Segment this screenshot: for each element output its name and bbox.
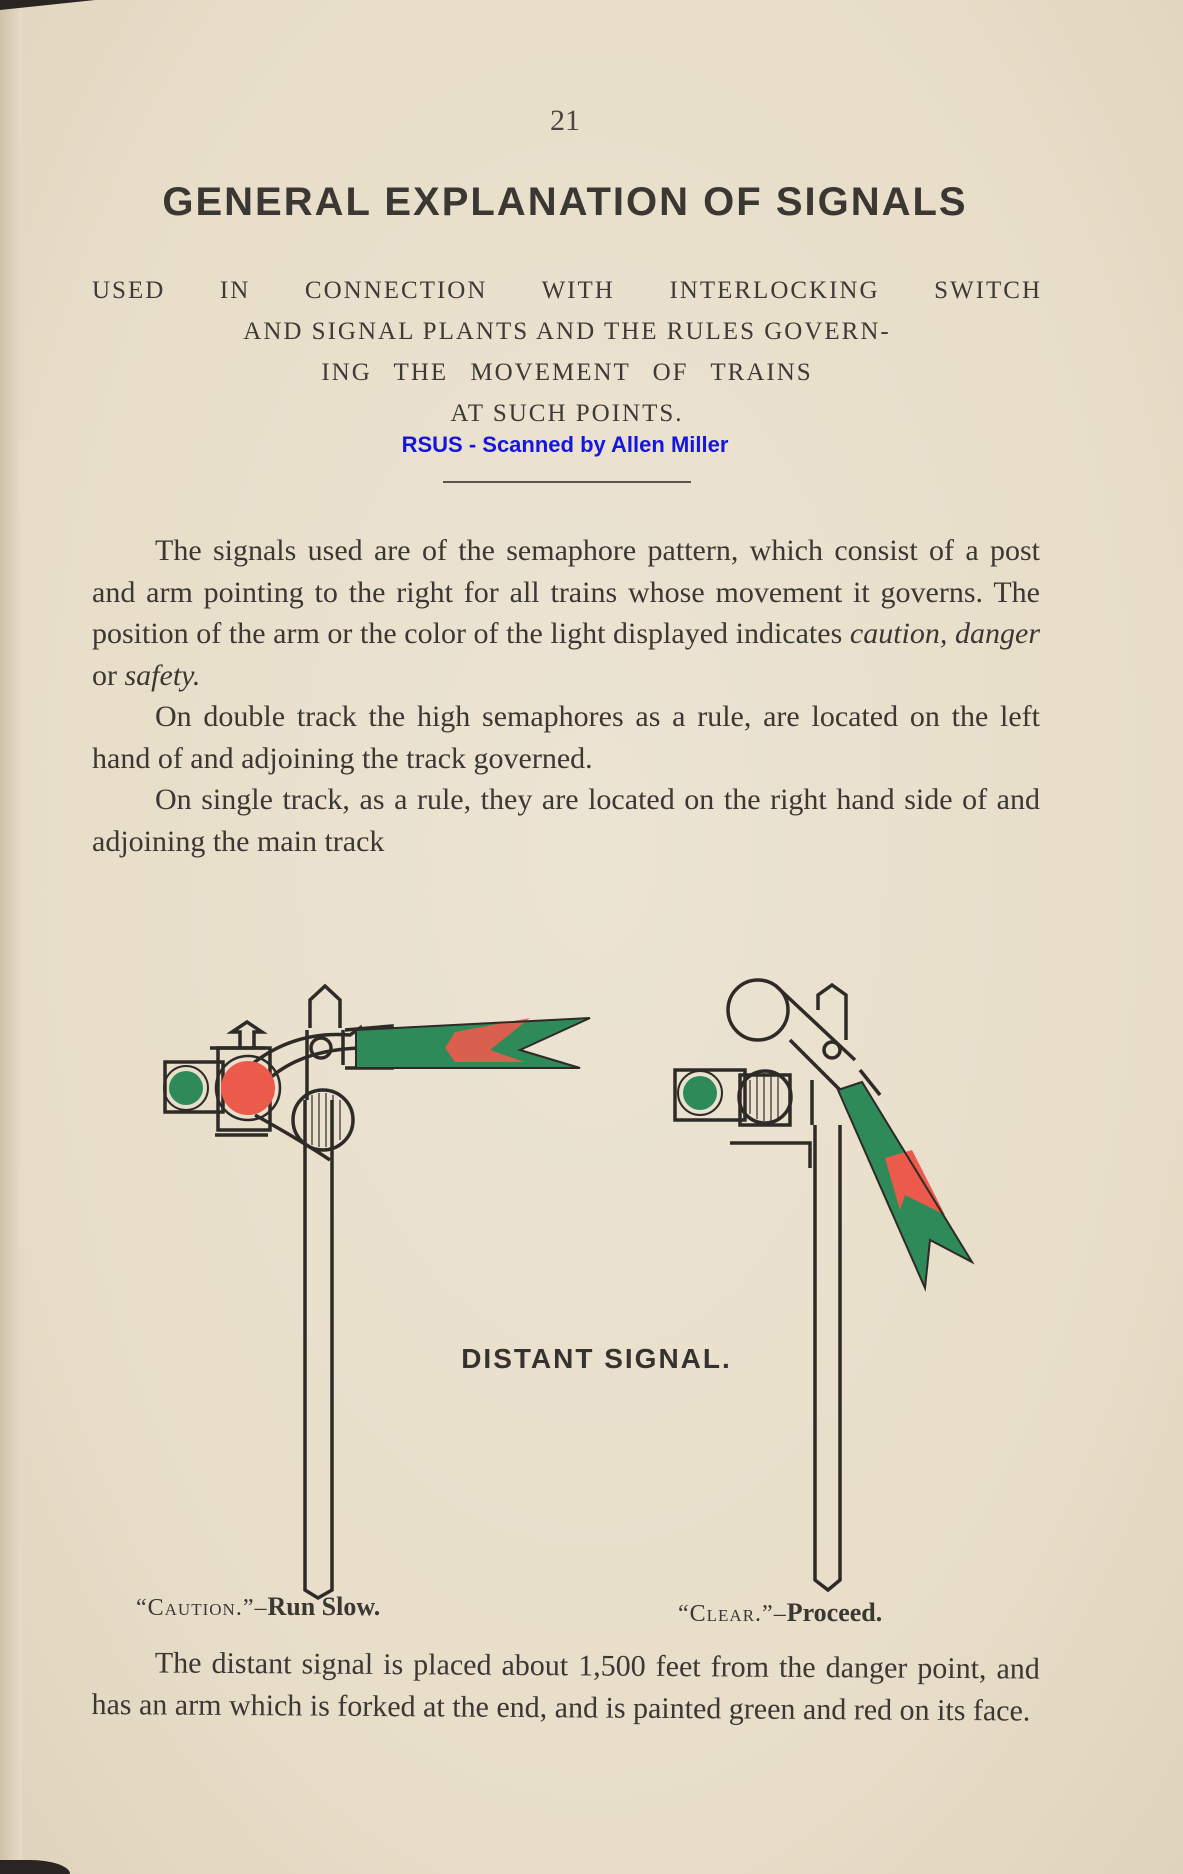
body-text-upper	[92, 530, 1040, 862]
paragraph-text: The signals used are of the semaphore pattern, which consist of a post and arm pointing to the right for all trains whose movement it governs. The position of the arm or the color of the light displayed indicates	[92, 534, 1040, 650]
body-text-lower	[91, 1642, 1040, 1732]
paragraph: On double track the high semaphores as a rule, are located on the left hand of and adjoining the track governed.	[92, 700, 1040, 775]
caption-clear	[678, 1598, 882, 1628]
green-light-icon	[169, 1071, 203, 1105]
emphasis-caution: caution,	[849, 617, 948, 650]
subtitle-line: AT SUCH POINTS.	[450, 400, 684, 427]
book-cover-corner-bottom	[0, 1860, 70, 1874]
scan-credit: RSUS - Scanned by Allen Miller	[401, 432, 729, 457]
figure-label: DISTANT SIGNAL.	[461, 1343, 732, 1374]
subtitle-line: AND SIGNAL PLANTS AND THE RULES GOVERN-	[243, 318, 891, 345]
separator	[947, 617, 955, 650]
subtitle-line: USED IN CONNECTION WITH INTERLOCKING SWITCH	[92, 277, 1042, 304]
paragraph	[92, 530, 1040, 696]
paragraph: On single track, as a rule, they are located on the right hand side of and adjoining the main track	[92, 783, 1040, 858]
divider-rule	[443, 481, 691, 483]
caption-caution	[136, 1592, 380, 1622]
caption-action: Proceed.	[786, 1598, 883, 1627]
paragraph: The distant signal is placed about 1,500 feet from the danger point, and has an arm which is forked at the end, and is painted green and red on its face.	[91, 1646, 1040, 1728]
emphasis-safety: safety.	[124, 658, 201, 692]
subtitle-line: ING THE MOVEMENT OF TRAINS	[321, 359, 813, 386]
page-title: GENERAL EXPLANATION OF SIGNALS	[162, 180, 968, 224]
subtitle	[92, 270, 1042, 434]
caption-quote: “Clear.”–	[678, 1601, 787, 1627]
caption-action: Run Slow.	[267, 1592, 381, 1621]
caption-quote: “Caution.”–	[136, 1595, 268, 1621]
emphasis-danger: danger	[955, 617, 1040, 650]
green-light-icon	[683, 1076, 717, 1110]
red-light-icon	[221, 1061, 275, 1115]
page-number: 21	[550, 104, 580, 137]
separator: or	[92, 658, 125, 692]
spine-shadow	[0, 0, 22, 1874]
semaphore-arm-inclined	[838, 1082, 972, 1288]
distant-signal-illustration	[150, 970, 1000, 1610]
